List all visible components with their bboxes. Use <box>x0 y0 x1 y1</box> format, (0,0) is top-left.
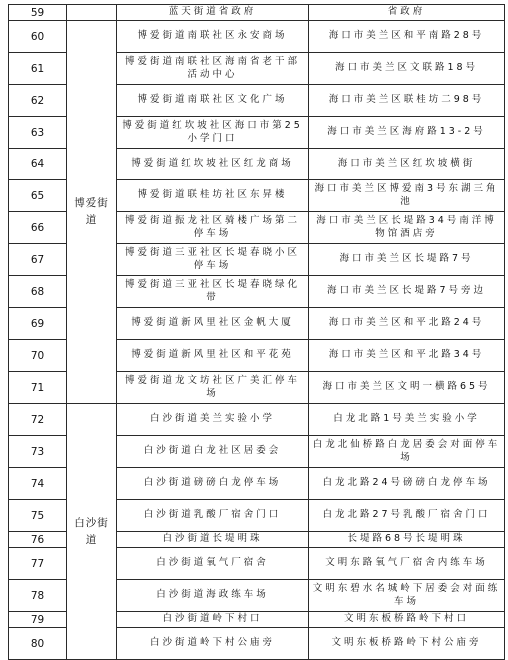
address-cell: 海口市美兰区和平北路24号 <box>309 308 505 340</box>
location-cell: 博爱街道新风里社区和平花苑 <box>117 340 309 372</box>
address-cell: 海口市美兰区文明一横路65号 <box>309 372 505 404</box>
address-cell: 海口市美兰区长堤路34号南洋博物馆酒店旁 <box>309 212 505 244</box>
row-number: 78 <box>9 580 67 612</box>
location-cell: 白沙街道美兰实验小学 <box>117 404 309 436</box>
street-group-boai: 博爱街道 <box>67 21 117 404</box>
row-number: 68 <box>9 276 67 308</box>
row-number: 62 <box>9 85 67 117</box>
address-cell: 文明东板桥路岭下村口 <box>309 612 505 628</box>
location-cell: 白沙街道海政练车场 <box>117 580 309 612</box>
address-cell: 白龙北路1号美兰实验小学 <box>309 404 505 436</box>
location-cell: 博爱街道红坎坡社区红龙商场 <box>117 149 309 180</box>
address-cell: 长堤路68号长堤明珠 <box>309 532 505 548</box>
row-number: 59 <box>9 5 67 21</box>
address-cell: 海口市美兰区联桂坊二98号 <box>309 85 505 117</box>
address-cell: 海口市美兰区海府路13-2号 <box>309 117 505 149</box>
location-cell: 博爱街道南联社区文化广场 <box>117 85 309 117</box>
address-cell: 文明东路氧气厂宿舍内练车场 <box>309 548 505 580</box>
address-cell: 海口市美兰区红坎坡横街 <box>309 149 505 180</box>
row-number: 75 <box>9 500 67 532</box>
row-number: 79 <box>9 612 67 628</box>
location-cell: 博爱街道振龙社区骑楼广场第二停车场 <box>117 212 309 244</box>
row-number: 61 <box>9 53 67 85</box>
location-cell: 博爱街道南联社区永安商场 <box>117 21 309 53</box>
address-cell: 白龙北仙桥路白龙居委会对面停车场 <box>309 436 505 468</box>
address-cell: 海口市美兰区长堤路7号 <box>309 244 505 276</box>
row-number: 77 <box>9 548 67 580</box>
location-cell: 博爱街道联桂坊社区东昇楼 <box>117 180 309 212</box>
address-cell: 海口市美兰区长堤路7号旁边 <box>309 276 505 308</box>
row-number: 73 <box>9 436 67 468</box>
location-cell: 白沙街道白龙社区居委会 <box>117 436 309 468</box>
row-number: 80 <box>9 628 67 660</box>
row-number: 72 <box>9 404 67 436</box>
address-cell: 海口市美兰区和平北路34号 <box>309 340 505 372</box>
address-cell: 文明东板桥路岭下村公庙旁 <box>309 628 505 660</box>
row-number: 71 <box>9 372 67 404</box>
location-cell: 白沙街道岭下村公庙旁 <box>117 628 309 660</box>
location-cell: 蓝天街道省政府 <box>117 5 309 21</box>
street-group-baisha: 白沙街道 <box>67 404 117 660</box>
location-cell: 白沙街道乳酸厂宿舍门口 <box>117 500 309 532</box>
location-cell: 博爱街道三亚社区长堤春晓绿化带 <box>117 276 309 308</box>
row-number: 64 <box>9 149 67 180</box>
table-row <box>9 21 505 53</box>
address-cell: 白龙北路24号磅磅白龙停车场 <box>309 468 505 500</box>
location-cell: 博爱街道龙文坊社区广美汇停车场 <box>117 372 309 404</box>
row-number: 76 <box>9 532 67 548</box>
location-cell: 白沙街道岭下村口 <box>117 612 309 628</box>
location-table <box>8 4 505 660</box>
location-cell: 博爱街道红坎坡社区海口市第25小学门口 <box>117 117 309 149</box>
row-number: 65 <box>9 180 67 212</box>
location-cell: 白沙街道长堤明珠 <box>117 532 309 548</box>
address-cell: 省政府 <box>309 5 505 21</box>
row-number: 70 <box>9 340 67 372</box>
row-number: 66 <box>9 212 67 244</box>
address-cell: 海口市美兰区和平南路28号 <box>309 21 505 53</box>
location-cell: 白沙街道氧气厂宿舍 <box>117 548 309 580</box>
row-number: 74 <box>9 468 67 500</box>
row-number: 69 <box>9 308 67 340</box>
address-cell: 海口市美兰区博爱南3号东湖三角池 <box>309 180 505 212</box>
location-cell: 博爱街道三亚社区长堤春晓小区停车场 <box>117 244 309 276</box>
table-row <box>9 404 505 436</box>
address-cell: 海口市美兰区文联路18号 <box>309 53 505 85</box>
row-number: 63 <box>9 117 67 149</box>
address-cell: 白龙北路27号乳酸厂宿舍门口 <box>309 500 505 532</box>
row-number: 67 <box>9 244 67 276</box>
address-cell: 文明东碧水名城岭下居委会对面练车场 <box>309 580 505 612</box>
location-cell: 博爱街道南联社区海南省老干部活动中心 <box>117 53 309 85</box>
location-cell: 白沙街道磅磅白龙停车场 <box>117 468 309 500</box>
row-number: 60 <box>9 21 67 53</box>
location-cell: 博爱街道新风里社区金帆大厦 <box>117 308 309 340</box>
table-row <box>9 5 505 21</box>
street-cell <box>67 5 117 21</box>
